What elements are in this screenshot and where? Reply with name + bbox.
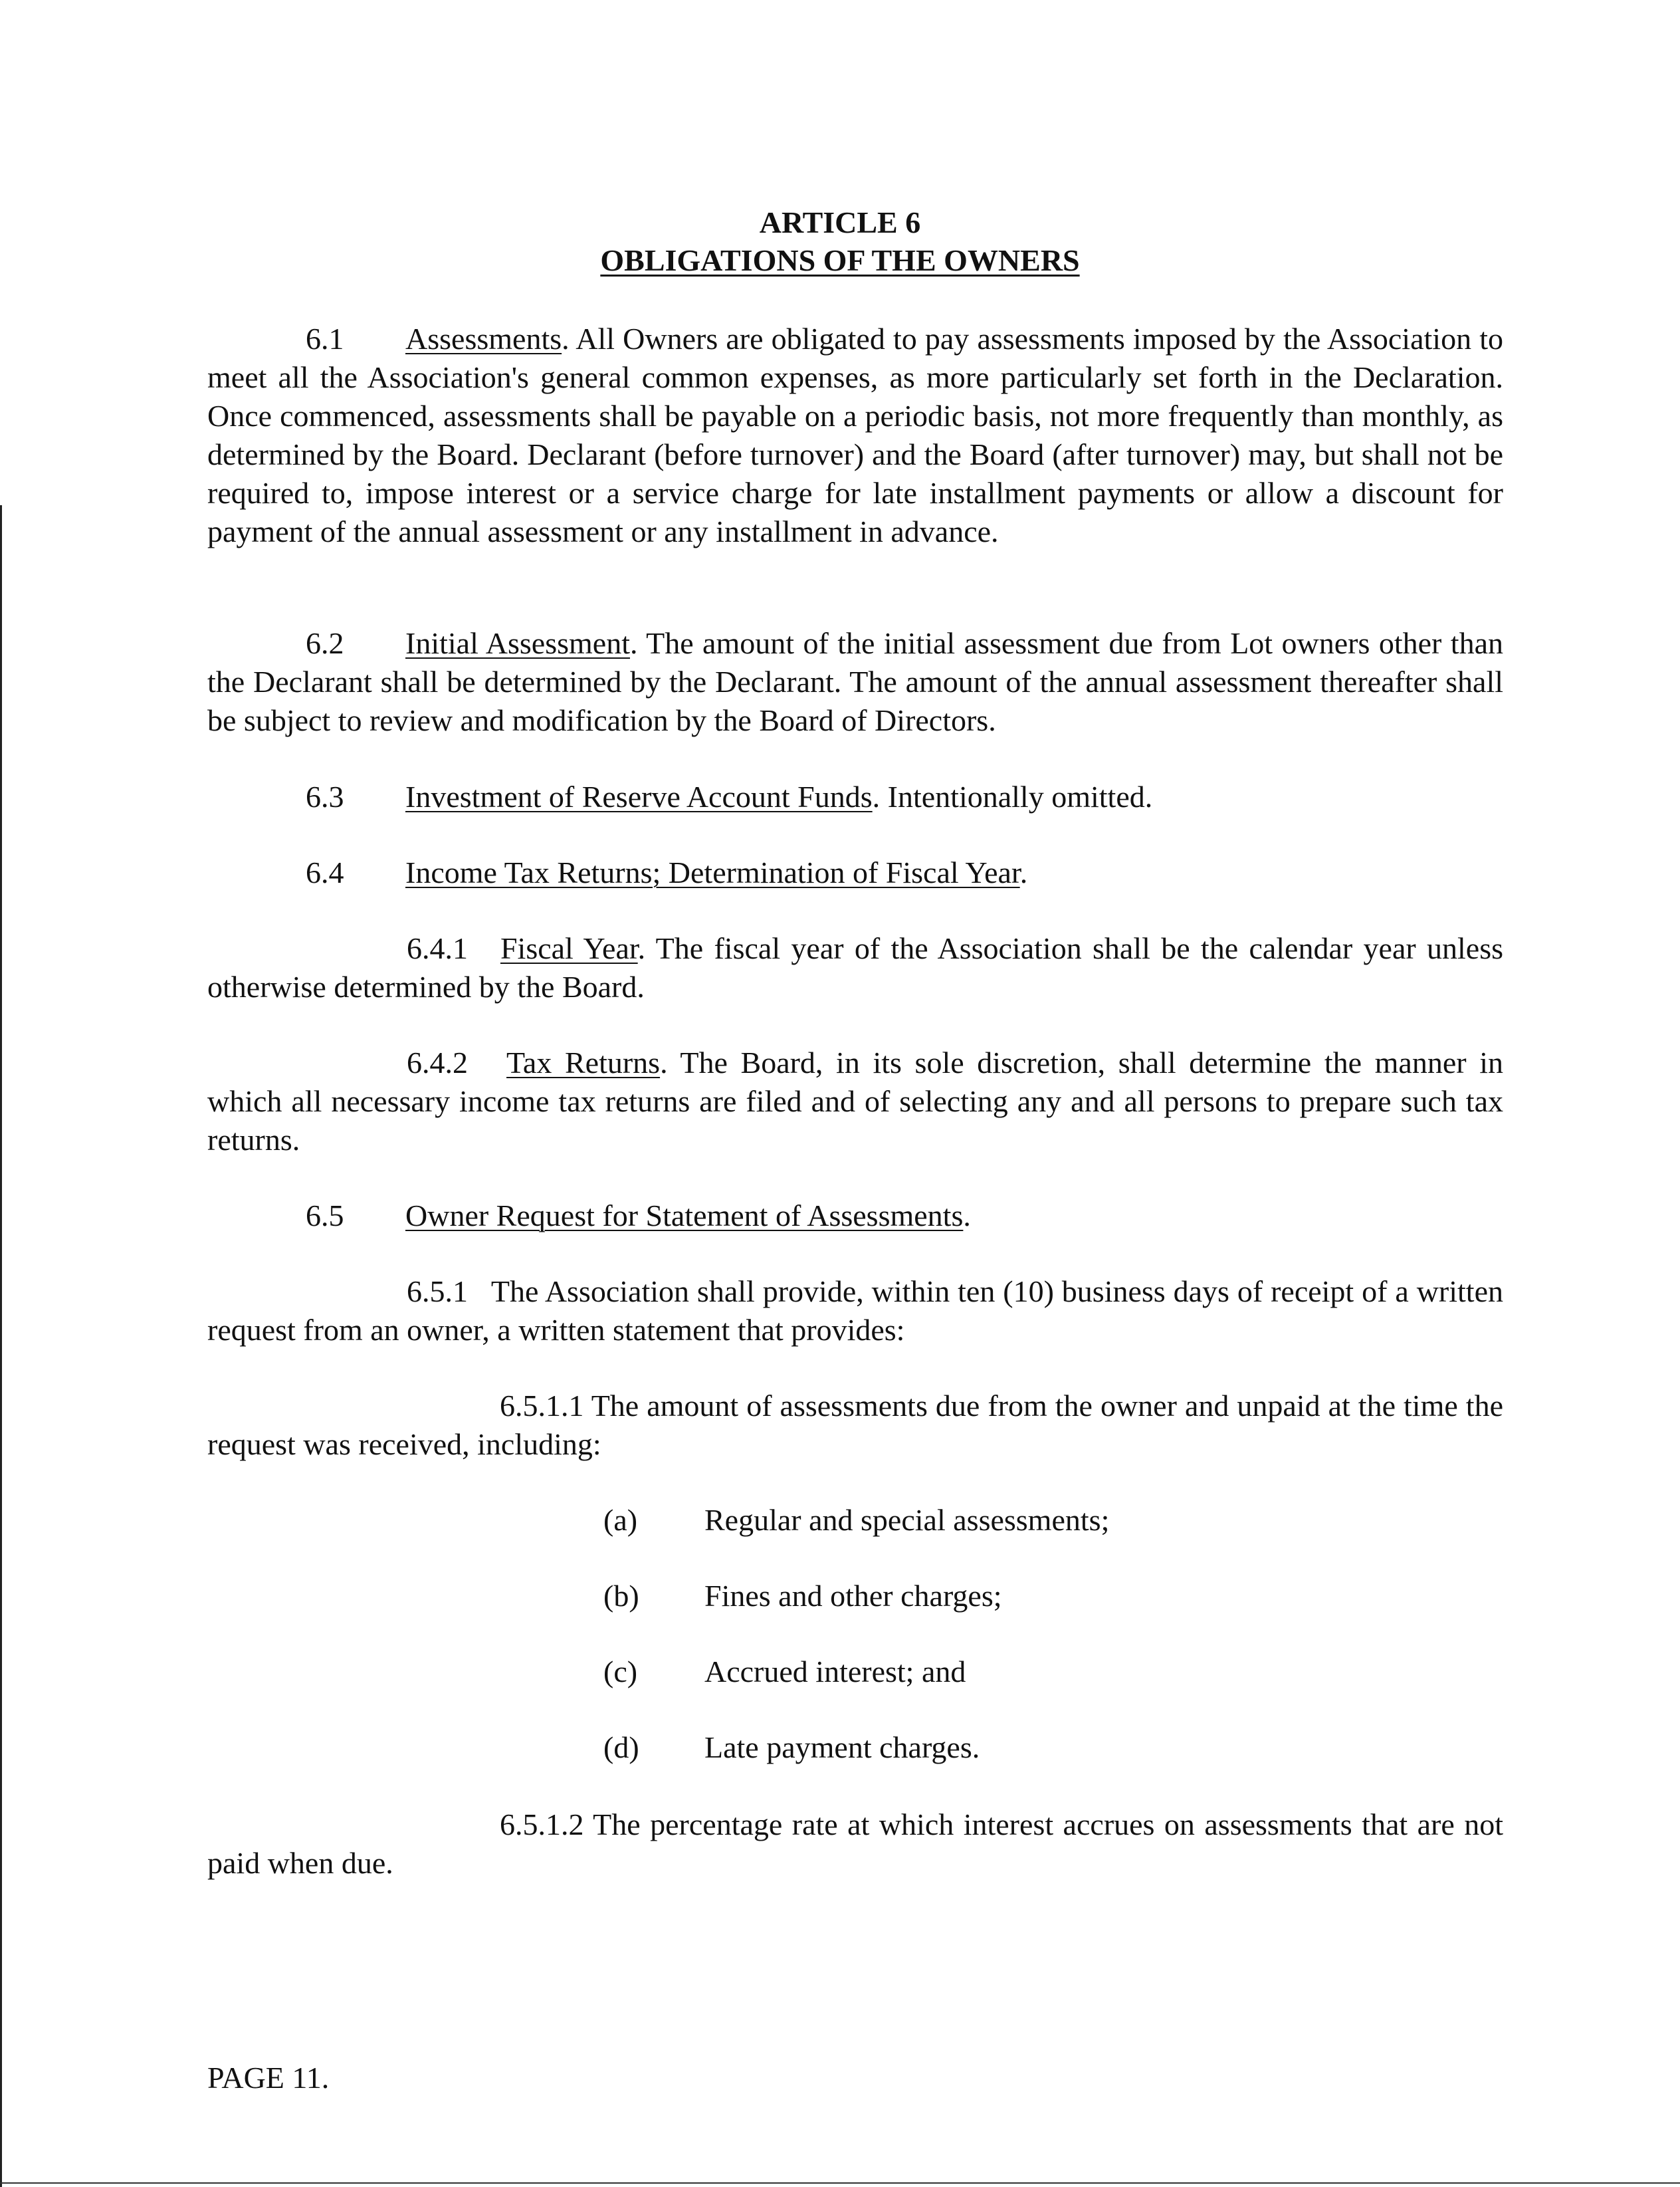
section-6-5-1-1: [207, 1387, 1503, 1464]
section-text: . All Owners are obligated to pay assessments imposed by the Association to meet all the Association's general common expenses, as more particularly set forth in the Declaration. Once commenced, assessments shall be payable on a periodic basis, not more frequently than monthly, as determined by the Board. Declarant (before turnover) and the Board (after turnover) may, but shall not be required to, impose interest or a service charge for late installment payments or allow a discount for payment of the annual assessment or any installment in advance.: [207, 322, 1503, 548]
section-number: 6.2: [306, 626, 344, 660]
section-number: 6.4.1: [407, 931, 468, 965]
section-heading: Investment of Reserve Account Funds: [405, 780, 873, 814]
section-6-4-1: [207, 929, 1503, 1006]
list-text: Late payment charges.: [704, 1730, 980, 1764]
scan-edge-bottom: [0, 2182, 1680, 2184]
section-text: The Association shall provide, within ten (10) business days of receipt of a written request from an owner, a written statement that provides:: [207, 1274, 1503, 1347]
section-text: The percentage rate at which interest accrues on assessments that are not paid when due.: [207, 1807, 1503, 1880]
section-heading: Initial Assessment: [405, 626, 630, 660]
list-text: Accrued interest; and: [704, 1655, 966, 1688]
section-number: 6.4: [306, 856, 344, 889]
section-6-5-1: [207, 1272, 1503, 1349]
scan-edge-left: [0, 505, 2, 2187]
section-6-5: [306, 1197, 971, 1235]
section-text: . The Board, in its sole discretion, shall determine the manner in which all necessary income tax returns are filed and of selecting any and all persons to prepare such tax returns.: [207, 1046, 1503, 1157]
list-marker: (d): [603, 1730, 639, 1764]
list-text: Fines and other charges;: [704, 1579, 1002, 1613]
section-heading: Assessments: [405, 322, 562, 356]
section-number: 6.5.1.2: [500, 1807, 584, 1841]
section-text: . The fiscal year of the Association shall be the calendar year unless otherwise determined by the Board.: [207, 931, 1503, 1004]
section-number: 6.5.1: [407, 1274, 468, 1308]
section-6-5-1-2: [207, 1805, 1503, 1883]
article-title-text: OBLIGATIONS OF THE OWNERS: [600, 243, 1080, 277]
section-6-3: [306, 778, 1152, 816]
section-text: The amount of assessments due from the owner and unpaid at the time the request was received, including:: [207, 1389, 1503, 1461]
section-6-4-2: [207, 1044, 1503, 1159]
list-marker: (a): [603, 1503, 638, 1537]
list-text: Regular and special assessments;: [704, 1503, 1110, 1537]
list-item: [603, 1653, 966, 1691]
list-item: [603, 1577, 1002, 1615]
list-marker: (c): [603, 1655, 638, 1688]
section-heading: Income Tax Returns; Determination of Fiscal Year: [405, 856, 1020, 889]
section-number: 6.5.1.1: [500, 1389, 584, 1423]
article-number: ARTICLE 6: [759, 205, 921, 239]
section-heading: Owner Request for Statement of Assessments: [405, 1199, 964, 1232]
list-item: [603, 1728, 980, 1767]
section-heading: Fiscal Year: [500, 931, 638, 965]
page-number: PAGE 11.: [207, 2061, 330, 2095]
section-text: . Intentionally omitted.: [872, 780, 1153, 814]
list-marker: (b): [603, 1579, 639, 1613]
section-number: 6.4.2: [407, 1046, 468, 1080]
list-item: [603, 1501, 1109, 1540]
section-text: . The amount of the initial assessment due from Lot owners other than the Declarant shall be determined by the Declarant. The amount of the annual assessment thereafter shall be subject to review and modification by the Board of Directors.: [207, 626, 1503, 737]
article-title: [0, 242, 1680, 279]
section-number: 6.1: [306, 322, 344, 356]
section-heading: Tax Returns: [506, 1046, 661, 1080]
section-text: .: [963, 1199, 971, 1232]
section-number: 6.3: [306, 780, 344, 814]
section-6-2: [207, 624, 1503, 740]
section-6-4: [306, 854, 1027, 892]
section-text: .: [1019, 856, 1028, 889]
section-6-1: [207, 320, 1503, 551]
section-number: 6.5: [306, 1199, 344, 1232]
